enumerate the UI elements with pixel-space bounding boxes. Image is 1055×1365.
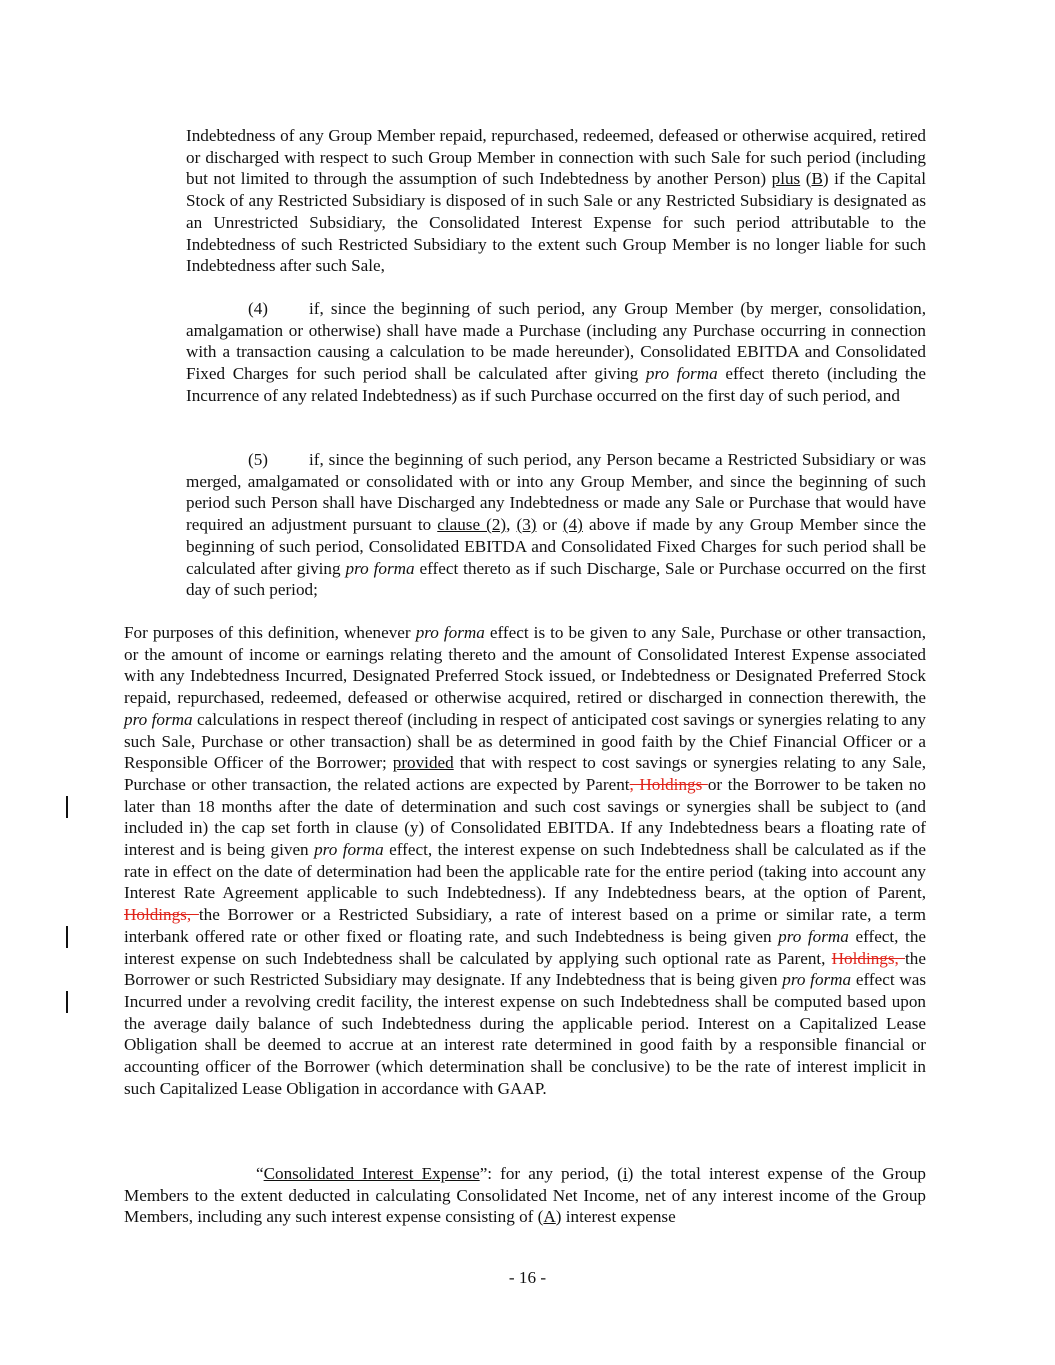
- clause-ref-3: (3): [516, 515, 537, 535]
- paragraph-pro-forma-definition: For purposes of this definition, whenever pro forma effect is to be given to any Sale, Purchase or other transaction, or the amount of income or earnings relating thereto and the amount of Consolidated Interest Expense associated with any Indebtedness Incurred, Designated Preferred Stock issued, or Indebtedness or Designated Preferred Stock repaid, repurchased, redeemed, defeased or otherwise acquired, retired or discharged in connection therewith, the pro forma calculations in respect thereof (including in respect of anticipated cost savings or synergies relating to any such Sale, Purchase or other transaction) shall be as determined in good faith by the Chief Financial Officer or a Responsible Officer of the Borrower; provided that with respect to cost savings or synergies relating to any Sale, Purchase or other transaction, the related actions are expected by Parent, Holdings or the Borrower to be taken no later than 18 months after the date of determination and such cost savings or synergies shall be subject to (and included in) the cap set forth in clause (y) of Consolidated EBITDA. If any Indebtedness bears a floating rate of interest and is being given pro forma effect, the interest expense on such Indebtedness shall be calculated as if the rate in effect on the date of determination had been the applicable rate for the entire period (taking into account any Interest Rate Agreement applicable to such Indebtedness). If any Indebtedness bears, at the option of Parent, Holdings, the Borrower or a Restricted Subsidiary, a rate of interest based on a prime or similar rate, a term interbank offered rate or other fixed or floating rate, and such Indebtedness is being given pro forma effect, the interest expense on such Indebtedness shall be calculated by applying such optional rate as Parent, Holdings, the Borrower or such Restricted Subsidiary may designate. If any Indebtedness that is being given pro forma effect was Incurred under a revolving credit facility, the interest expense on such Indebtedness shall be computed based upon the average daily balance of such Indebtedness during the applicable period. Interest on a Capitalized Lease Obligation shall be deemed to accrue at an interest rate determined in good faith by a responsible financial or accounting officer of the Borrower (which determination shall be conclusive) to be the rate of interest implicit in such Capitalized Lease Obligation in accordance with GAAP.: [124, 623, 927, 1098]
- paragraph-clause-5: (5) if, since the beginning of such period, any Person became a Restricted Subsidiary or was merged, amalgamated or consolidated with or into any Group Member, and since the beginning of such period such Person shall have Discharged any Indebtedness or made any Sale or Purchase that would have required an adjustment pursuant to clause (2), (3) or (4) above if made by any Group Member since the beginning of such period, Consolidated EBITDA and Consolidated Fixed Charges for such period shall be calculated after giving pro forma effect thereto as if such Discharge, Sale or Purchase occurred on the first day of such period;: [186, 450, 927, 600]
- plus-term: plus: [771, 169, 801, 189]
- clause-a-label: A: [543, 1207, 556, 1227]
- clause-i-label: i: [622, 1164, 628, 1183]
- change-bar: [66, 796, 68, 818]
- clause-b-label: B: [811, 169, 823, 189]
- change-bar: [66, 926, 68, 948]
- clause-ref-4: (4): [562, 515, 583, 535]
- deleted-text-holdings: Holdings,: [831, 948, 906, 968]
- defined-term: Consolidated Interest Expense: [263, 1164, 480, 1183]
- deleted-text-holdings: , Holdings: [629, 774, 708, 794]
- page-number: - 16 -: [508, 1268, 547, 1287]
- paragraph-clause-4: (4) if, since the beginning of such period, any Group Member (by merger, consolidation, amalgamation or otherwise) shall have made a Purchase (including any Purchase occurring in connection with a transaction causing a calculation to be made hereunder), Consolidated EBITDA and Consolidated Fixed Charges for such period shall be calculated after giving pro forma effect thereto (including the Incurrence of any related Indebtedness) as if such Purchase occurred on the first day of such period, and: [186, 299, 926, 405]
- paragraph-consolidated-interest-expense: “Consolidated Interest Expense”: for any period, (i) the total interest expense of the Group Members to the extent deducted in calculating Consolidated Net Income, net of any interest income of the Group Members, including any such interest expense consisting of (A) interest expense: [124, 1164, 926, 1227]
- clause-ref-2: clause (2): [437, 515, 507, 535]
- paragraph-sale-adjustment: Indebtedness of any Group Member repaid, repurchased, redeemed, defeased or otherwise acquired, retired or discharged with respect to such Group Member in connection with such Sale for such period (including but not limited to through the assumption of such Indebtedness by another Person) plus (B) if the Capital Stock of any Restricted Subsidiary is disposed of in such Sale or any Restricted Subsidiary is designated as an Unrestricted Subsidiary, the Consolidated Interest Expense for such period attributable to the Indebtedness of such Restricted Subsidiary to the extent such Group Member is no longer liable for such Indebtedness after such Sale,: [186, 126, 926, 276]
- clause-number-4: (4): [248, 299, 268, 318]
- deleted-text-holdings: Holdings,: [124, 905, 199, 925]
- provided-term: provided: [392, 753, 454, 773]
- change-bar: [66, 991, 68, 1013]
- clause-number-5: (5): [248, 450, 268, 469]
